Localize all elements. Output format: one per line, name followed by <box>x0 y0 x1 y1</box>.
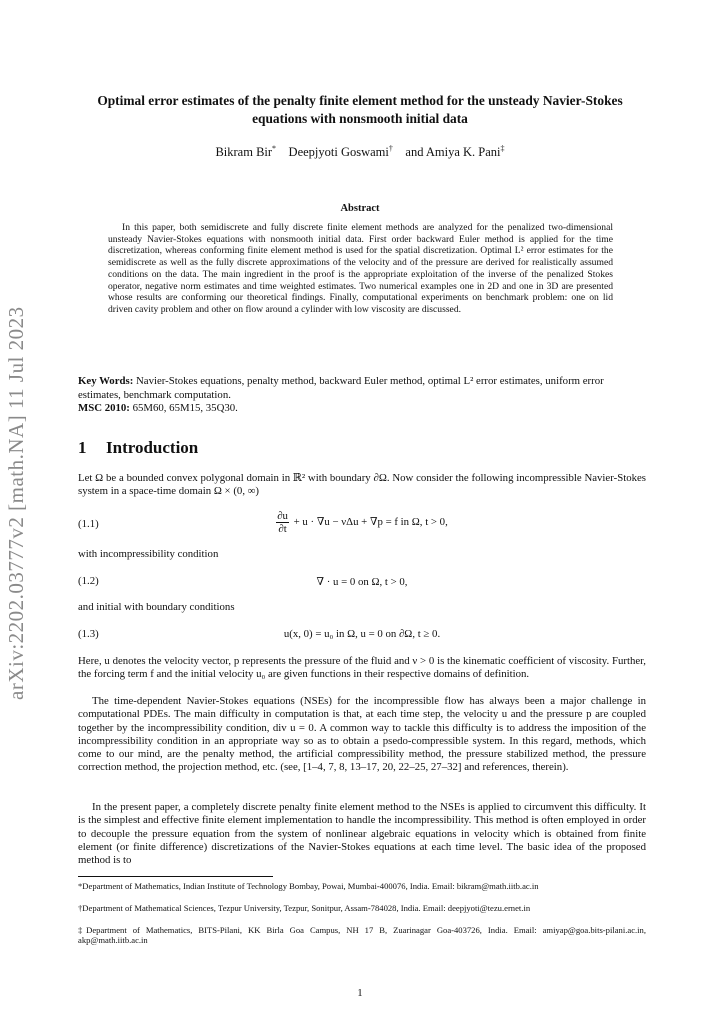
section-title: Introduction <box>106 438 199 457</box>
equation-label: (1.3) <box>78 628 99 640</box>
numerator: ∂u <box>277 510 288 522</box>
paper-title: Optimal error estimates of the penalty finite element method for the unsteady Navier-Stokes equations with nonsmooth initial data <box>97 93 623 126</box>
equation-body <box>78 510 646 535</box>
fraction <box>276 510 289 535</box>
paragraph: with incompressibility condition <box>78 548 219 560</box>
paragraph: In the present paper, a completely discrete penalty finite element method to the NSEs is applied to circumvent this difficulty. It is the simplest and effective finite element implementation to handle the incompressibility. This method is often employed in order to decouple the pressure equation from the system of nonlinear algebraic equations in velocity which is obtained from finite element (or finite difference) discretizations of the Navier-Stokes equations at each time level. The basic idea of the proposed method is to <box>78 801 646 867</box>
keywords-block <box>78 375 646 416</box>
paragraph: Let Ω be a bounded convex polygonal domain in ℝ² with boundary ∂Ω. Now consider the following incompressible Navier-Stokes system in a space-time domain Ω × (0, ∞) <box>78 472 646 498</box>
equation <box>78 575 646 601</box>
author-mark: * <box>272 144 277 153</box>
section-heading <box>78 438 198 458</box>
footnote: †Department of Mathematical Sciences, Tezpur University, Tezpur, Sonitpur, Assam-784028, India. Email: deepjyoti@tezu.ernet.in <box>78 903 531 913</box>
arxiv-stamp: arXiv:2202.03777v2 [math.NA] 11 Jul 2023 <box>4 306 28 700</box>
paragraph: The time-dependent Navier-Stokes equations (NSEs) for the incompressible flow has always been a major challenge in computational PDEs. The main difficulty in computation is that, at each time step, the velocity u and the pressure p are coupled together by the incompressibility condition, div u = 0. A common way to tackle this difficulty is to address the imposition of the incompressibility condition in an appropriate way so as to obtain a psedo-compressible system. In this regard, methods, which come to our mind, are the penalty method, the artificial compressibility method, the pressure stabilized method, the pressure correction method, the projection method, etc. (see, [1–4, 7, 8, 13–17, 20, 22–25, 27–32] and references, therein). <box>78 695 646 774</box>
equation <box>78 628 646 654</box>
keywords-text: Navier-Stokes equations, penalty method, backward Euler method, optimal L² error estimates, uniform error estimates, benchmark computation. <box>78 375 604 401</box>
section-number: 1 <box>78 438 87 457</box>
denominator: ∂t <box>278 523 287 535</box>
author-list <box>70 144 650 160</box>
msc-text: 65M60, 65M15, 35Q30. <box>132 402 238 414</box>
abstract-heading: Abstract <box>340 203 380 214</box>
footnote: *Department of Mathematics, Indian Institute of Technology Bombay, Powai, Mumbai-400076, India. Email: bikram@math.iitb.ac.in <box>78 881 539 891</box>
author-name: Deepjyoti Goswami <box>288 145 389 160</box>
equation-body: u(x, 0) = u₀ in Ω, u = 0 on ∂Ω, t ≥ 0. <box>283 628 441 640</box>
equation-rest: + u · ∇u − νΔu + ∇p = f in Ω, t > 0, <box>293 515 448 528</box>
paragraph: Here, u denotes the velocity vector, p represents the pressure of the fluid and ν > 0 is the kinematic coefficient of viscosity. Further, the forcing term f and the initial velocity u₀ are given functions in their respective domains of definition. <box>78 655 646 681</box>
footnote-rule <box>78 876 273 877</box>
equation-body: ∇ · u = 0 on Ω, t > 0, <box>316 576 408 588</box>
author-mark: ‡ <box>500 144 505 153</box>
keywords-label: Key Words: <box>78 375 134 387</box>
msc-label: MSC 2010: <box>78 402 130 414</box>
paragraph: and initial with boundary conditions <box>78 601 235 613</box>
page-number: 1 <box>357 987 363 999</box>
author-name: Bikram Bir <box>215 145 273 160</box>
author-name: and Amiya K. Pani <box>405 145 501 160</box>
footnote: ‡Department of Mathematics, BITS-Pilani, KK Birla Goa Campus, NH 17 B, Zuarinagar Goa-403726, India. Email: amiyap@goa.bits-pilani.ac.in, akp@math.iitb.ac.in <box>78 925 646 946</box>
equation <box>78 510 646 536</box>
equation-label: (1.2) <box>78 575 99 587</box>
equation-label: (1.1) <box>78 518 99 530</box>
abstract-text: In this paper, both semidiscrete and fully discrete finite element methods are analyzed for the penalized two-dimensional unsteady Navier-Stokes equations with nonsmooth initial data. First order backward Euler method is applied for the time discretization, whereas conforming finite element method is used for the spatial discretization. Optimal L² error estimates for the semidiscrete as well as the fully discrete approximations of the velocity and of the pressure are derived for realistically assumed conditions on the data. The main ingredient in the proof is the appropriate exploitation of the inverse of the penalized Stokes operator, negative norm estimates and time weighted estimates. Two numerical examples one in 2D and one in 3D are presented whose results are conforming our theoretical findings. Finally, computational experiments on benchmark problem: one on lid driven cavity problem and other on flow around a cylinder with low viscosity are discussed. <box>108 222 613 315</box>
author-mark: † <box>388 144 393 153</box>
